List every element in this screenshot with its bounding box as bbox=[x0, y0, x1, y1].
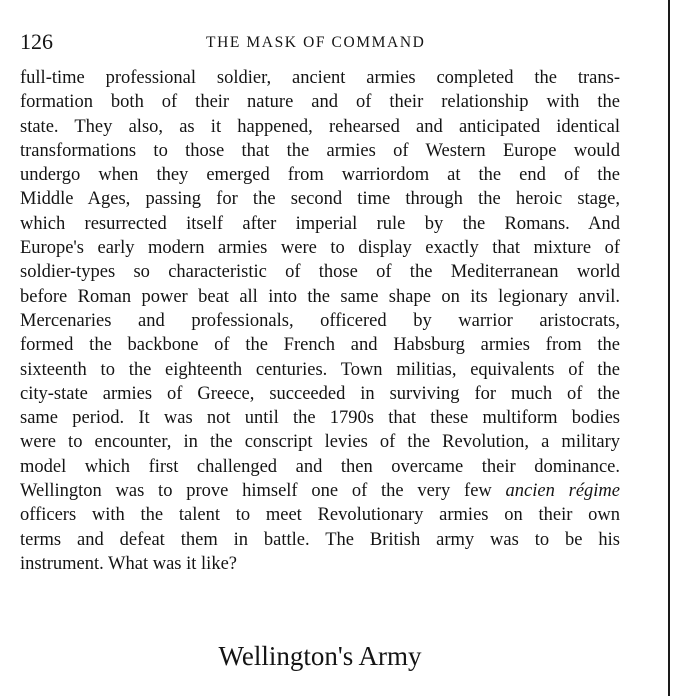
text-line: state. They also, as it happened, rehearsed and anticipated identical bbox=[20, 116, 620, 137]
page-header bbox=[20, 30, 660, 54]
section-heading: Wellington's Army bbox=[218, 641, 422, 671]
text-line: Middle Ages, passing for the second time through the heroic stage, bbox=[20, 189, 620, 210]
text-line: model which first challenged and then overcame their dominance. bbox=[20, 456, 620, 477]
text-line: city-state armies of Greece, succeeded in surviving for much of the bbox=[20, 383, 620, 404]
text-line: formation both of their nature and of their relationship with the bbox=[20, 92, 620, 113]
text-line: which resurrected itself after imperial rule by the Romans. And bbox=[20, 213, 620, 234]
text-line: terms and defeat them in battle. The British army was to be his bbox=[20, 529, 620, 550]
text-line: formed the backbone of the French and Habsburg armies from the bbox=[20, 335, 620, 356]
text-line-with-italic bbox=[20, 479, 620, 503]
text-line: full-time professional soldier, ancient armies completed the trans- bbox=[20, 68, 620, 88]
body-paragraph bbox=[20, 66, 620, 576]
text-line: soldier-types so characteristic of those of the Mediterranean world bbox=[20, 262, 620, 283]
italic-phrase: ancien régime bbox=[505, 481, 620, 502]
text-line: before Roman power beat all into the same shape on its legionary anvil. bbox=[20, 286, 620, 307]
text-run: Wellington was to prove himself one of the very few bbox=[20, 481, 506, 502]
text-line: sixteenth to the eighteenth centuries. Town militias, equivalents of the bbox=[20, 359, 620, 380]
text-line: Mercenaries and professionals, officered by warrior aristocrats, bbox=[20, 310, 620, 331]
running-head: THE MASK OF COMMAND bbox=[206, 34, 426, 51]
text-line: transformations to those that the armies of Western Europe would bbox=[20, 140, 620, 161]
text-line: same period. It was not until the 1790s that these multiform bodies bbox=[20, 408, 620, 429]
text-line: were to encounter, in the conscript levies of the Revolution, a military bbox=[20, 432, 620, 453]
text-line: Europe's early modern armies were to display exactly that mixture of bbox=[20, 238, 620, 259]
page-edge-rule bbox=[668, 0, 670, 696]
page-number: 126 bbox=[20, 29, 53, 54]
text-line: officers with the talent to meet Revolutionary armies on their own bbox=[20, 505, 620, 526]
text-line-last: instrument. What was it like? bbox=[20, 553, 237, 574]
text-line: undergo when they emerged from warriordom at the end of the bbox=[20, 165, 620, 186]
